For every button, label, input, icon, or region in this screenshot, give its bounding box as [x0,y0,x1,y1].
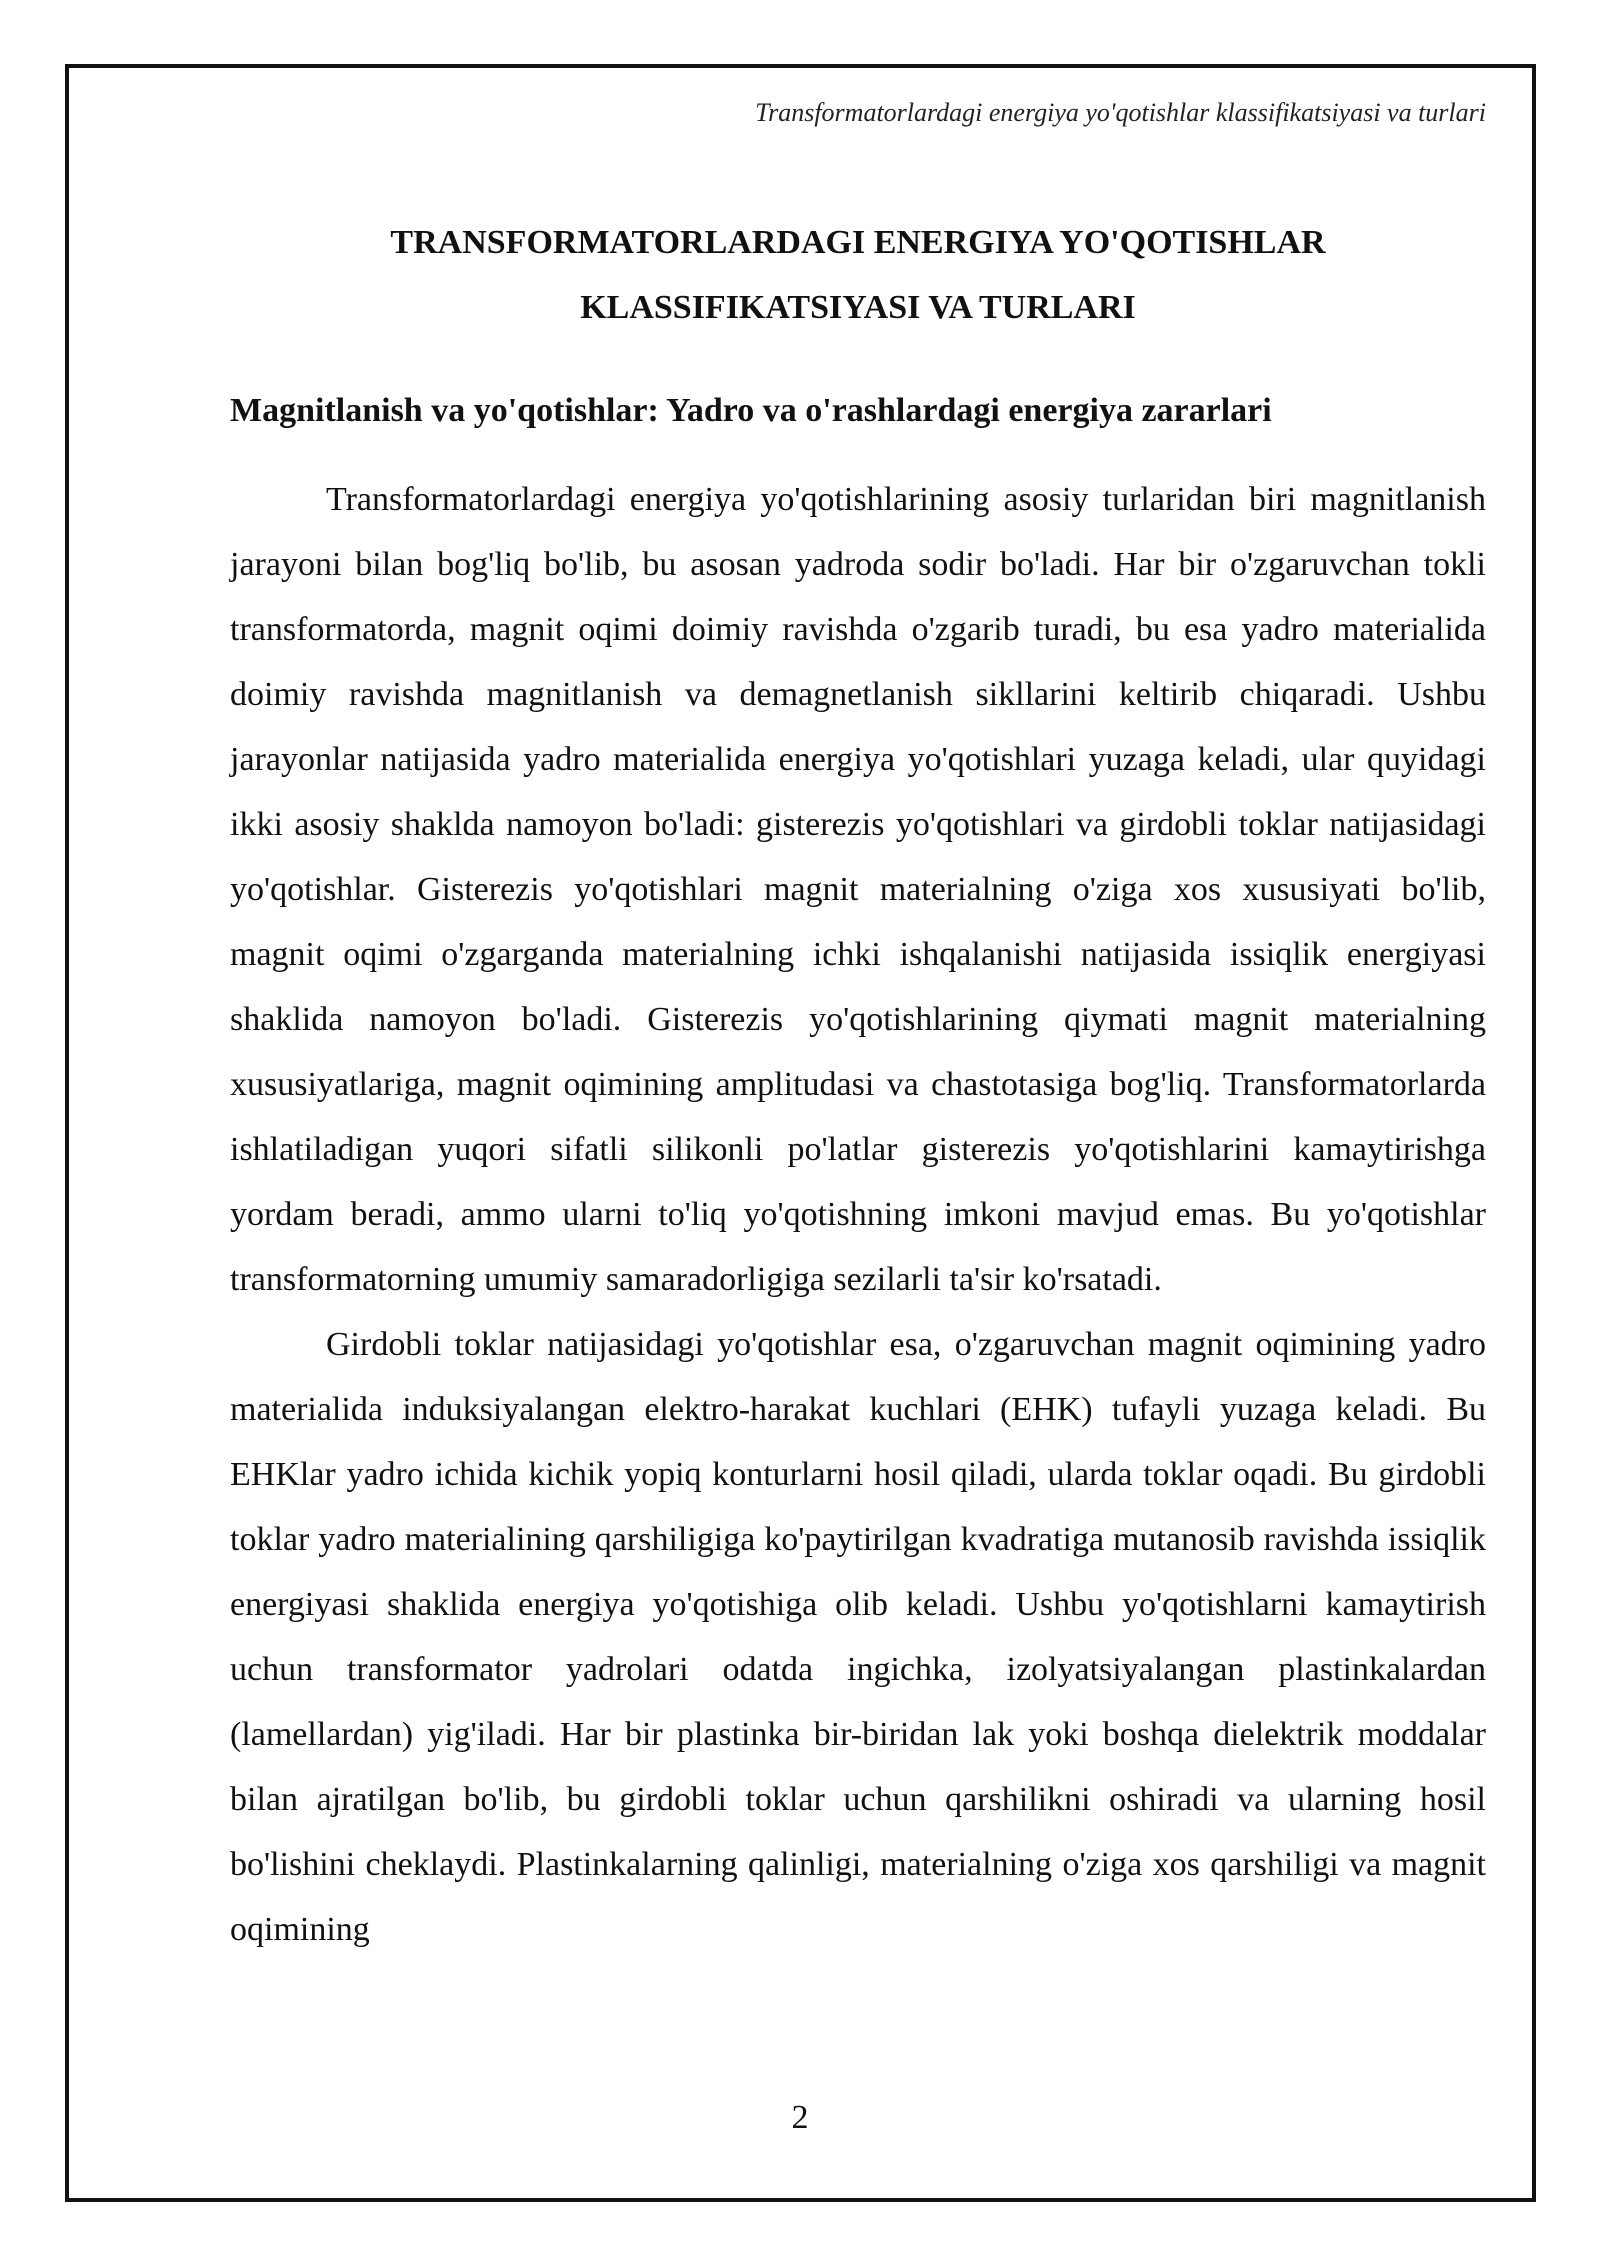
paragraph-2: Girdobli toklar natijasidagi yo'qotishlar esa, o'zgaruvchan magnit oqimining yadro materialida induksiyalangan elektro-harakat kuchlari (EHK) tufayli yuzaga keladi. Bu EHKlar yadro ichida kichik yopiq konturlarni hosil qiladi, ularda toklar oqadi. Bu girdobli toklar yadro materialining qarshiligiga ko'paytirilgan kvadratiga mutanosib ravishda issiqlik energiyasi shaklida energiya yo'qotishiga olib keladi. Ushbu yo'qotishlarni kamaytirish uchun transformator yadrolari odatda ingichka, izolyatsiyalangan plastinkalardan (lamellardan) yig'iladi. Har bir plastinka bir-biridan lak yoki boshqa dielektrik moddalar bilan ajratilgan bo'lib, bu girdobli toklar uchun qarshilikni oshiradi va ularning hosil bo'lishini cheklaydi. Plastinkalarning qalinligi, materialning o'ziga xos qarshiligi va magnit oqimining [230,1326,1486,1948]
page-number: 2 [791,2099,809,2136]
section-heading: Magnitlanish va yo'qotishlar: Yadro va o'rashlardagi energiya zararlari [230,392,1272,429]
document-title-line-1: TRANSFORMATORLARDAGI ENERGIYA YO'QOTISHLAR [390,224,1326,261]
paragraph-1: Transformatorlardagi energiya yo'qotishlarining asosiy turlaridan biri magnitlanish jarayoni bilan bog'liq bo'lib, bu asosan yadroda sodir bo'ladi. Har bir o'zgaruvchan tokli transformatorda, magnit oqimi doimiy ravishda o'zgarib turadi, bu esa yadro materialida doimiy ravishda magnitlanish va demagnetlanish sikllarini keltirib chiqaradi. Ushbu jarayonlar natijasida yadro materialida energiya yo'qotishlari yuzaga keladi, ular quyidagi ikki asosiy shaklda namoyon bo'ladi: gisterezis yo'qotishlari va girdobli toklar natijasidagi yo'qotishlar. Gisterezis yo'qotishlari magnit materialning o'ziga xos xususiyati bo'lib, magnit oqimi o'zgarganda materialning ichki ishqalanishi natijasida issiqlik energiyasi shaklida namoyon bo'ladi. Gisterezis yo'qotishlarining qiymati magnit materialning xususiyatlariga, magnit oqimining amplitudasi va chastotasiga bog'liq. Transformatorlarda ishlatiladigan yuqori sifatli silikonli po'latlar gisterezis yo'qotishlarini kamaytirishga yordam beradi, ammo ularni to'liq yo'qotishning imkoni mavjud emas. Bu yo'qotishlar transformatorning umumiy samaradorligiga sezilarli ta'sir ko'rsatadi. [230,481,1486,1298]
document-title [230,210,1486,340]
document-title-line-2: KLASSIFIKATSIYASI VA TURLARI [580,289,1136,326]
running-header: Transformatorlardagi energiya yo'qotishlar klassifikatsiyasi va turlari [755,98,1486,127]
body-text [230,467,1486,1962]
